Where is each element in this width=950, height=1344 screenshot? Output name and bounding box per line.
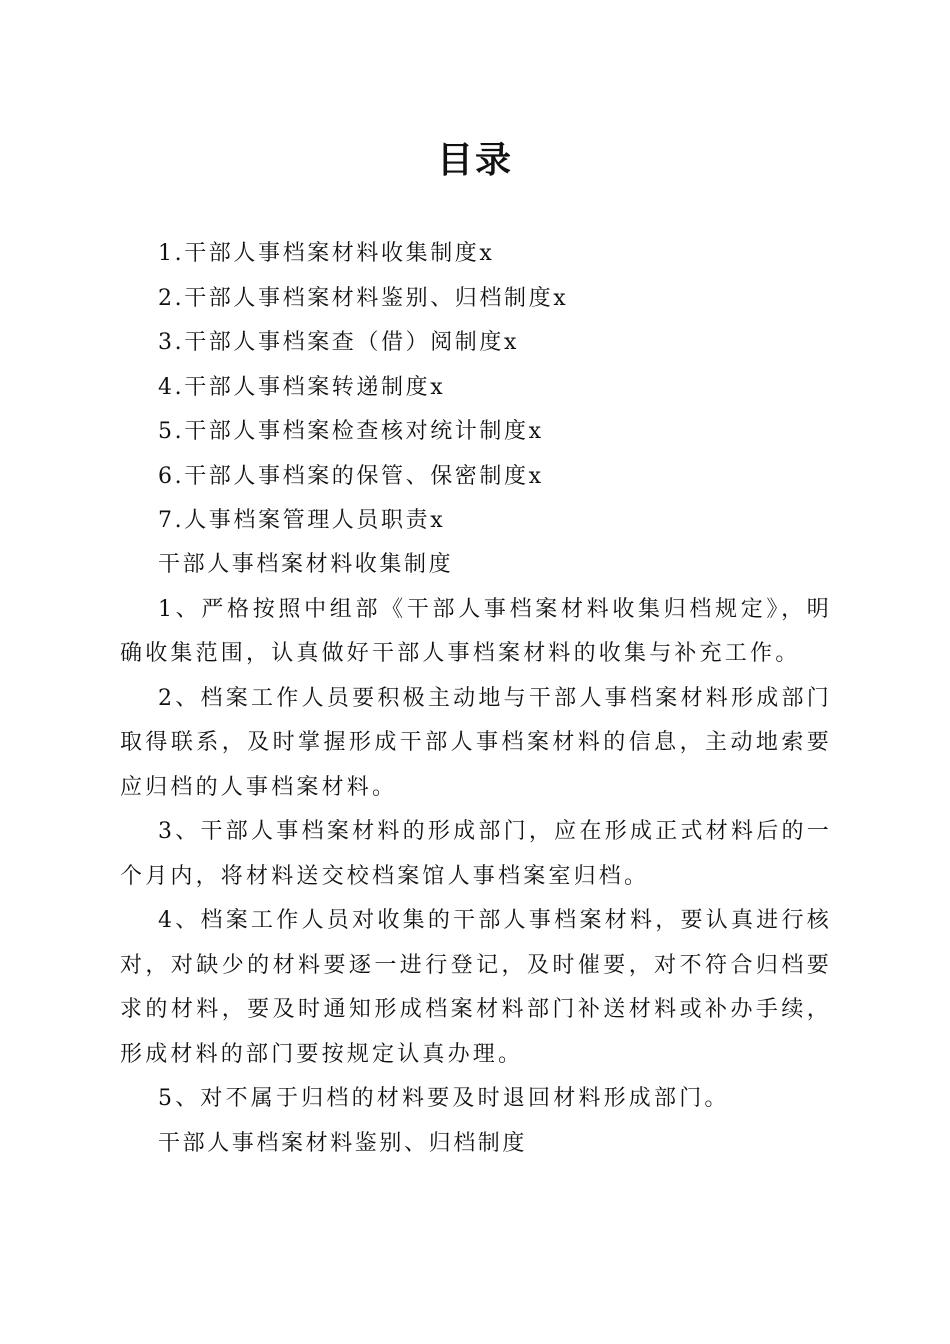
paragraph-3: 3、干部人事档案材料的形成部门，应在形成正式材料后的一个月内，将材料送交校档案馆人事档案室归档。	[120, 819, 832, 889]
table-of-contents	[158, 232, 568, 544]
paragraph-5: 5、对不属于归档的材料要及时退回材料形成部门。	[158, 1086, 730, 1111]
section-heading-collection: 干部人事档案材料收集制度	[158, 552, 454, 577]
toc-item-4[interactable]: 4.干部人事档案转递制度x	[158, 374, 446, 400]
document-body	[120, 543, 832, 1166]
toc-item-2[interactable]: 2.干部人事档案材料鉴别、归档制度x	[158, 285, 569, 311]
toc-item-6[interactable]: 6.干部人事档案的保管、保密制度x	[158, 463, 544, 489]
page-title: 目录	[436, 139, 513, 181]
paragraph-4: 4、档案工作人员对收集的干部人事档案材料，要认真进行核对，对缺少的材料要逐一进行登记，及时催要，对不符合归档要求的材料，要及时通知形成档案材料部门补送材料或补办手续，形成材料的部门要按规定认真办理。	[120, 908, 832, 1067]
toc-item-7[interactable]: 7.人事档案管理人员职责x	[158, 508, 446, 533]
section-heading-appraisal: 干部人事档案材料鉴别、归档制度	[158, 1130, 528, 1156]
toc-item-1[interactable]: 1.干部人事档案材料收集制度x	[158, 241, 495, 266]
paragraph-2: 2、档案工作人员要积极主动地与干部人事档案材料形成部门取得联系，及时掌握形成干部人事档案材料的信息，主动地索要应归档的人事档案材料。	[120, 685, 832, 800]
paragraph-1: 1、严格按照中组部《干部人事档案材料收集归档规定》，明确收集范围，认真做好干部人事档案材料的收集与补充工作。	[120, 596, 832, 666]
toc-item-3[interactable]: 3.干部人事档案查（借）阅制度x	[158, 330, 519, 355]
toc-item-5[interactable]: 5.干部人事档案检查核对统计制度x	[158, 419, 544, 444]
